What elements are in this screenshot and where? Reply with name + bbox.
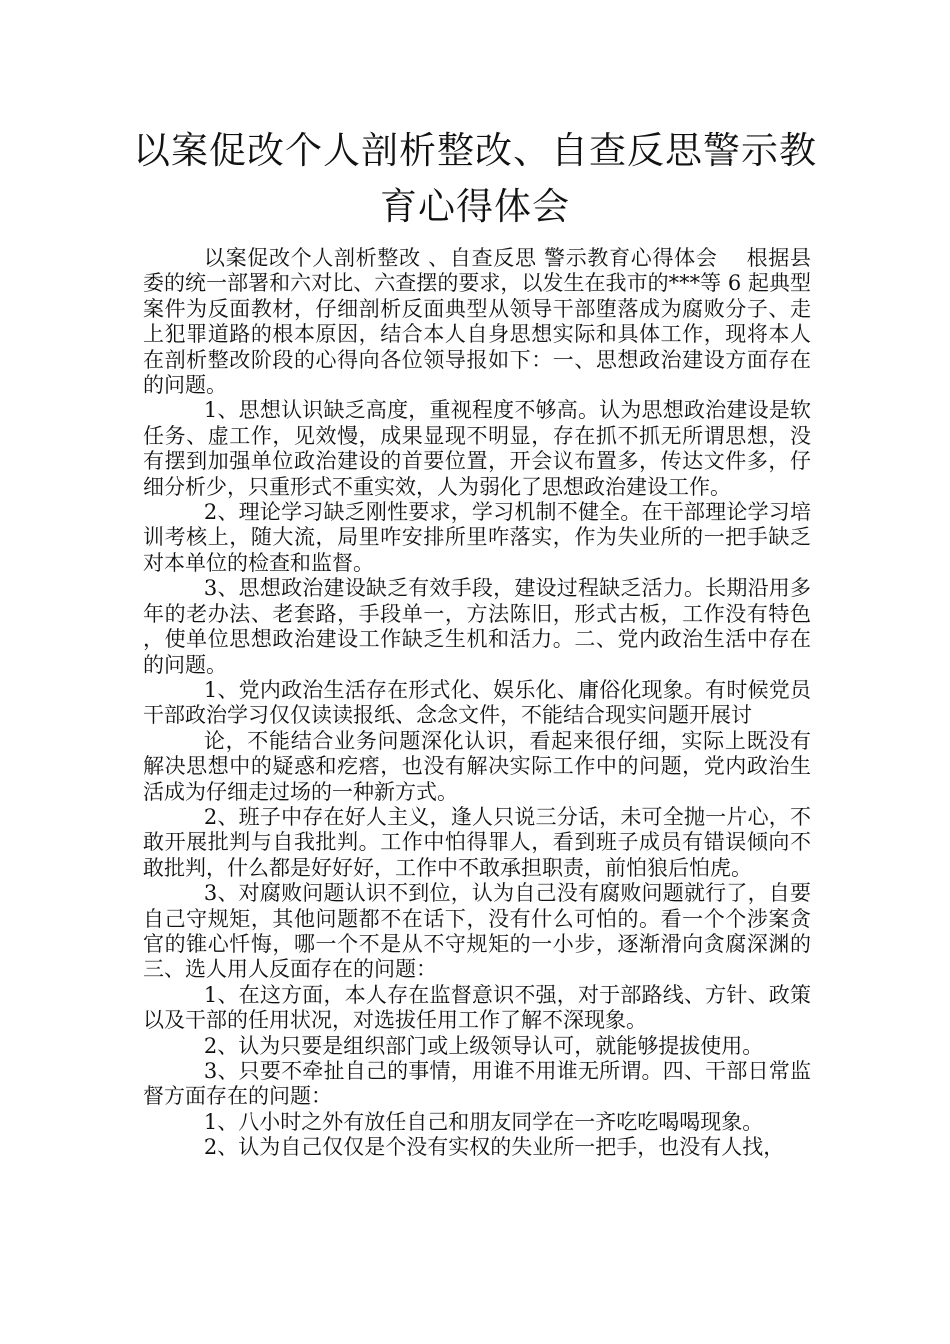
paragraph: 以案促改个人剖析整改 、自查反思 警示教育心得体会 根据县委的统一部署和六对比、六查摆的要求，以发生在我市的***等 6 起典型案件为反面教材，仔细剖析反面典型从领导干部堕落成为腐败分子、走上犯罪道路的根本原因，结合本人自身思想实际和具体工作，现将本人在剖析整改阶段的心得向各位领导报如下：一、思想政治建设方面存在的问题。 <box>143 246 811 398</box>
paragraph: 论，不能结合业务问题深化认识，看起来很仔细，实际上既没有解决思想中的疑惑和疙瘩，也没有解决实际工作中的问题，党内政治生活成为仔细走过场的一种新方式。 <box>143 728 811 804</box>
paragraph: 1、在这方面，本人存在监督意识不强，对于部路线、方针、政策以及干部的任用状况，对选拔任用工作了解不深现象。 <box>143 982 811 1033</box>
paragraph: 1、党内政治生活存在形式化、娱乐化、庸俗化现象。有时候党员干部政治学习仅仅读读报纸、念念文件，不能结合现实问题开展讨 <box>143 677 811 728</box>
paragraph: 3、只要不牵扯自己的事情，用谁不用谁无所谓。四、干部日常监督方面存在的问题： <box>143 1059 811 1109</box>
document-title <box>120 127 830 231</box>
paragraph: 3、思想政治建设缺乏有效手段，建设过程缺乏活力。长期沿用多年的老办法、老套路，手段单一，方法陈旧，形式古板，工作没有特色，使单位思想政治建设工作缺乏生机和活力。二、党内政治生活中存在的问题。 <box>143 576 811 677</box>
paragraph: 1、八小时之外有放任自己和朋友同学在一齐吃吃喝喝现象。 <box>203 1109 764 1134</box>
paragraph: 2、班子中存在好人主义，逢人只说三分话，未可全抛一片心，不敢开展批判与自我批判。工作中怕得罪人，看到班子成员有错误倾向不敢批判，什么都是好好好，工作中不敢承担职责，前怕狼后怕虎。 <box>143 804 811 880</box>
document-body <box>143 246 811 1161</box>
title-line-2: 育心得体会 <box>380 185 570 228</box>
paragraph: 2、认为自己仅仅是个没有实权的失业所一把手，也没有人找， <box>203 1135 785 1160</box>
paragraph: 2、理论学习缺乏刚性要求，学习机制不健全。在干部理论学习培训考核上，随大流，局里咋安排所里咋落实，作为失业所的一把手缺乏对本单位的检查和监督。 <box>143 500 811 575</box>
title-line-1: 以案促改个人剖析整改、自查反思警示教 <box>133 129 817 172</box>
paragraph: 1、思想认识缺乏高度，重视程度不够高。认为思想政治建设是软任务、虚工作，见效慢，成果显现不明显，存在抓不抓无所谓思想，没有摆到加强单位政治建设的首要位置，开会议布置多，传达文件多，仔细分析少，只重形式不重实效，人为弱化了思想政治建设工作。 <box>143 398 811 499</box>
paragraph: 3、对腐败问题认识不到位，认为自己没有腐败问题就行了，自要自己守规矩，其他问题都不在话下，没有什么可怕的。看一个个涉案贪官的锥心忏悔，哪一个不是从不守规矩的一小步，逐渐滑向贪腐深渊的三、选人用人反面存在的问题： <box>143 881 811 982</box>
paragraph: 2、认为只要是组织部门或上级领导认可，就能够提拔使用。 <box>203 1033 764 1058</box>
